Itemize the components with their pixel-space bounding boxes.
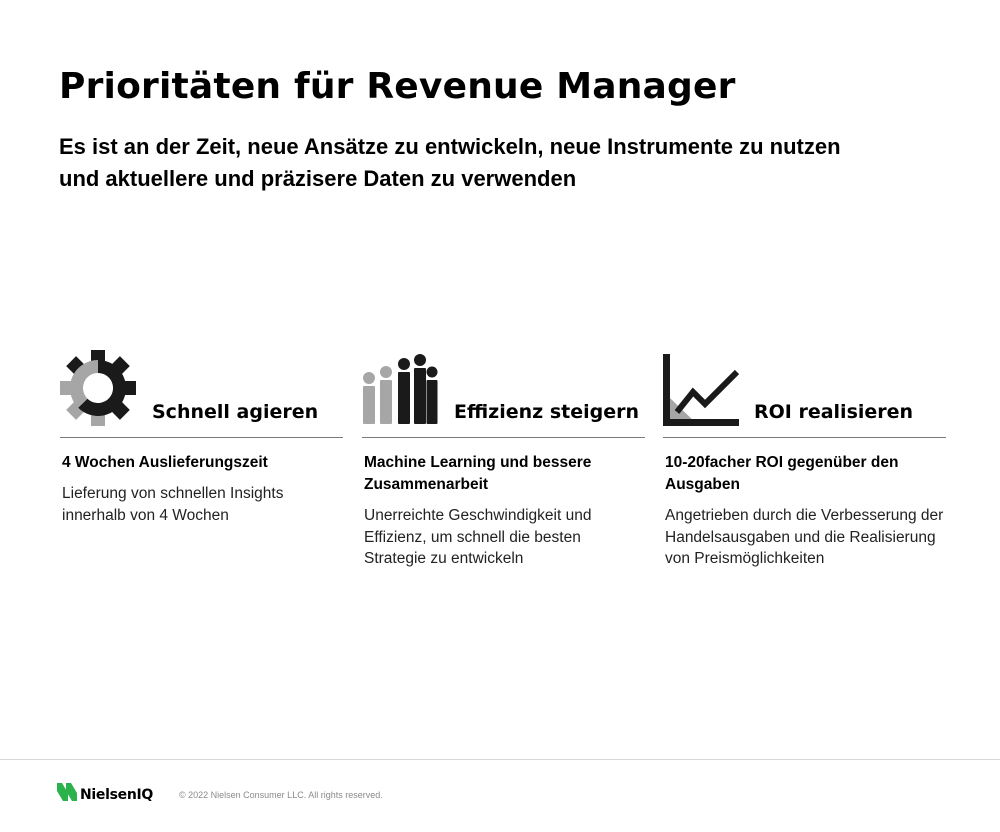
column-heading: ROI realisieren — [754, 401, 914, 423]
logo-wordmark: NielsenIQ — [80, 787, 154, 803]
column-header — [60, 350, 343, 438]
priority-column-roi — [663, 350, 946, 570]
priority-column-speed — [60, 350, 343, 526]
column-heading: Schnell agieren — [152, 401, 319, 423]
page-title: Prioritäten für Revenue Manager — [59, 66, 736, 107]
column-text: Unerreichte Geschwindigkeit und Effizienz, um schnell die besten Strategie zu entwickeln — [364, 507, 592, 567]
nielseniq-logo-icon — [57, 781, 79, 803]
column-header — [362, 350, 645, 438]
column-subheading: Machine Learning und bessere Zusammenarbeit — [364, 454, 592, 493]
priority-column-efficiency — [362, 350, 645, 570]
column-text: Angetrieben durch die Verbesserung der Handelsausgaben und die Realisierung von Preismöglichkeiten — [665, 507, 944, 567]
column-subheading: 10-20facher ROI gegenüber den Ausgaben — [665, 454, 899, 493]
footer-divider — [0, 759, 1000, 760]
gear-icon — [60, 350, 136, 426]
column-header — [663, 350, 946, 438]
people-group-icon — [362, 350, 438, 426]
column-subheading: 4 Wochen Auslieferungszeit — [62, 454, 268, 471]
column-heading: Effizienz steigern — [454, 401, 639, 423]
line-chart-icon — [663, 350, 739, 426]
copyright-notice: © 2022 Nielsen Consumer LLC. All rights reserved. — [179, 790, 383, 800]
column-text: Lieferung von schnellen Insights innerhalb von 4 Wochen — [62, 485, 284, 524]
page-subtitle: Es ist an der Zeit, neue Ansätze zu entwickeln, neue Instrumente zu nutzen und aktuellere und präzisere Daten zu verwenden — [59, 134, 841, 191]
